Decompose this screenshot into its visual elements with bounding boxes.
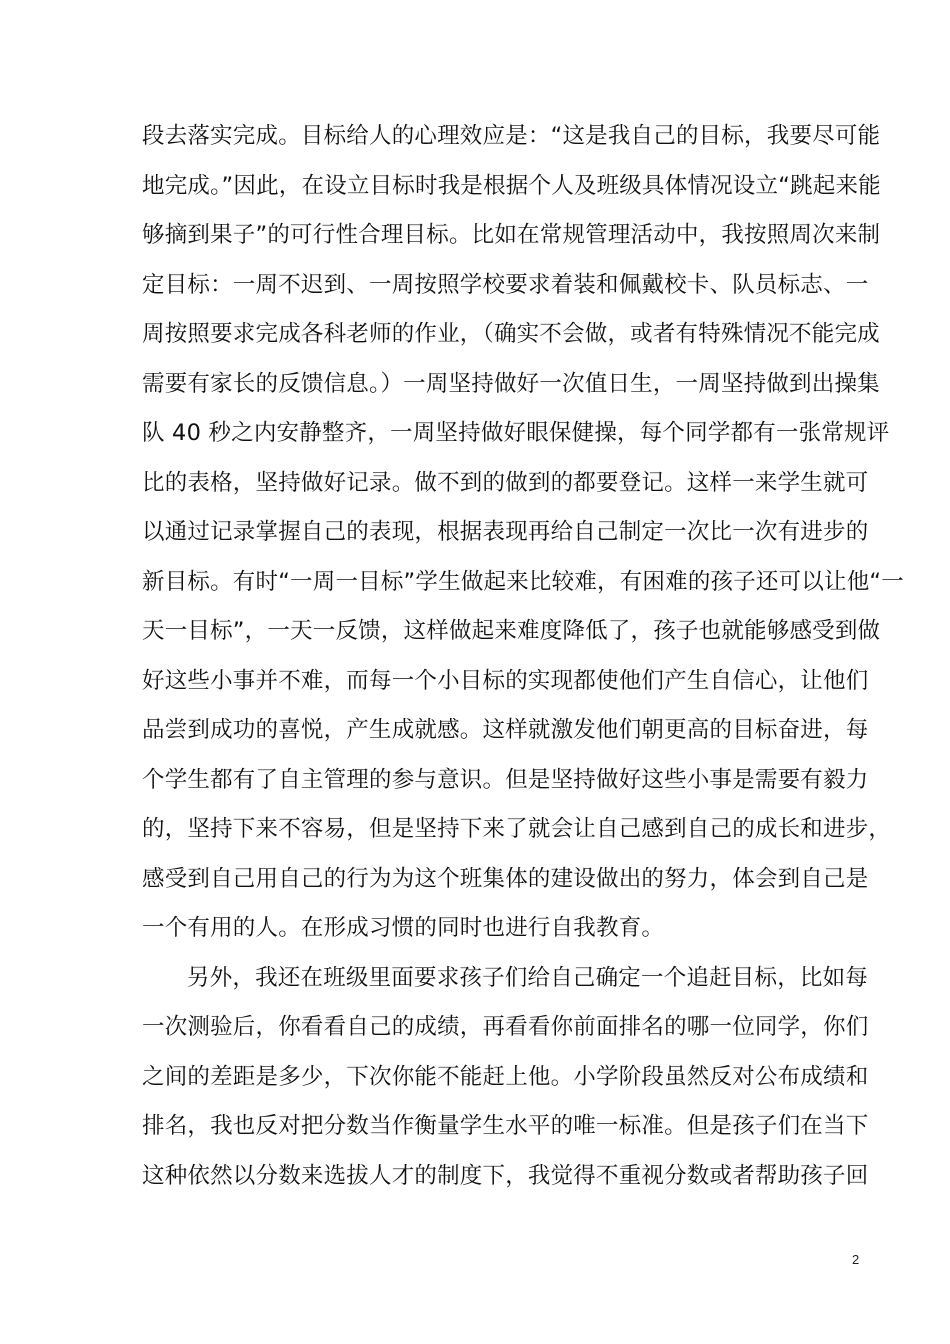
text-line: 新目标。有时“一周一目标”学生做起来比较难，有困难的孩子还可以让他“一 (142, 568, 904, 595)
paragraph-start-line: 另外，我还在班级里面要求孩子们给自己确定一个追赶目标，比如每 (187, 964, 869, 991)
text-line: 天一目标”，一天一反馈，这样做起来难度降低了，孩子也就能够感受到做 (142, 618, 881, 644)
text-line: 好这些小事并不难，而每一个小目标的实现都使他们产生自信心，让他们 (142, 667, 869, 694)
text-line: 需要有家长的反馈信息。）一周坚持做好一次值日生，一周坚持做到出操集 (142, 370, 880, 397)
text-line: 以通过记录掌握自己的表现，根据表现再给自己制定一次比一次有进步的 (142, 519, 869, 545)
text-line: 个学生都有了自主管理的参与意识。但是坚持做好这些小事是需要有毅力 (142, 766, 869, 793)
text-line: 周按照要求完成各科老师的作业，（确实不会做，或者有特殊情况不能完成 (142, 321, 880, 347)
paragraph-end-line: 一个有用的人。在形成习惯的同时也进行自我教育。 (142, 915, 665, 941)
text-line: 队 40 秒之内安静整齐，一周坚持做好眼保健操，每个同学都有一张常规评 (142, 420, 890, 446)
text-line: 一次测验后，你看看自己的成绩，再看看你前面排名的哪一位同学，你们 (142, 1014, 869, 1040)
text-line: 够摘到果子”的可行性合理目标。比如在常规管理活动中，我按照周次来制 (142, 222, 881, 248)
text-line: 排名，我也反对把分数当作衡量学生水平的唯一标准。但是孩子们在当下 (142, 1113, 869, 1139)
text-line: 的，坚持下来不容易，但是坚持下来了就会让自己感到自己的成长和进步， (142, 816, 892, 842)
text-line: 感受到自己用自己的行为为这个班集体的建设做出的努力，体会到自己是 (142, 865, 869, 892)
text-line: 之间的差距是多少，下次你能不能赶上他。小学阶段虽然反对公布成绩和 (142, 1063, 869, 1090)
text-line: 比的表格，坚持做好记录。做不到的做到的都要登记。这样一来学生就可 (142, 469, 869, 496)
text-line: 这种依然以分数来选拔人才的制度下，我觉得不重视分数或者帮助孩子回 (142, 1162, 869, 1189)
page-number: 2 (852, 1252, 860, 1267)
text-line: 定目标：一周不迟到、一周按照学校要求着装和佩戴校卡、队员标志、一 (142, 271, 869, 298)
text-line: 品尝到成功的喜悦，产生成就感。这样就激发他们朝更高的目标奋进，每 (142, 717, 869, 743)
text-line: 地完成。”因此，在设立目标时我是根据个人及班级具体情况设立“跳起来能 (142, 172, 881, 199)
body-text (142, 112, 904, 1201)
text-line: 段去落实完成。目标给人的心理效应是：“这是我自己的目标，我要尽可能 (142, 123, 881, 149)
